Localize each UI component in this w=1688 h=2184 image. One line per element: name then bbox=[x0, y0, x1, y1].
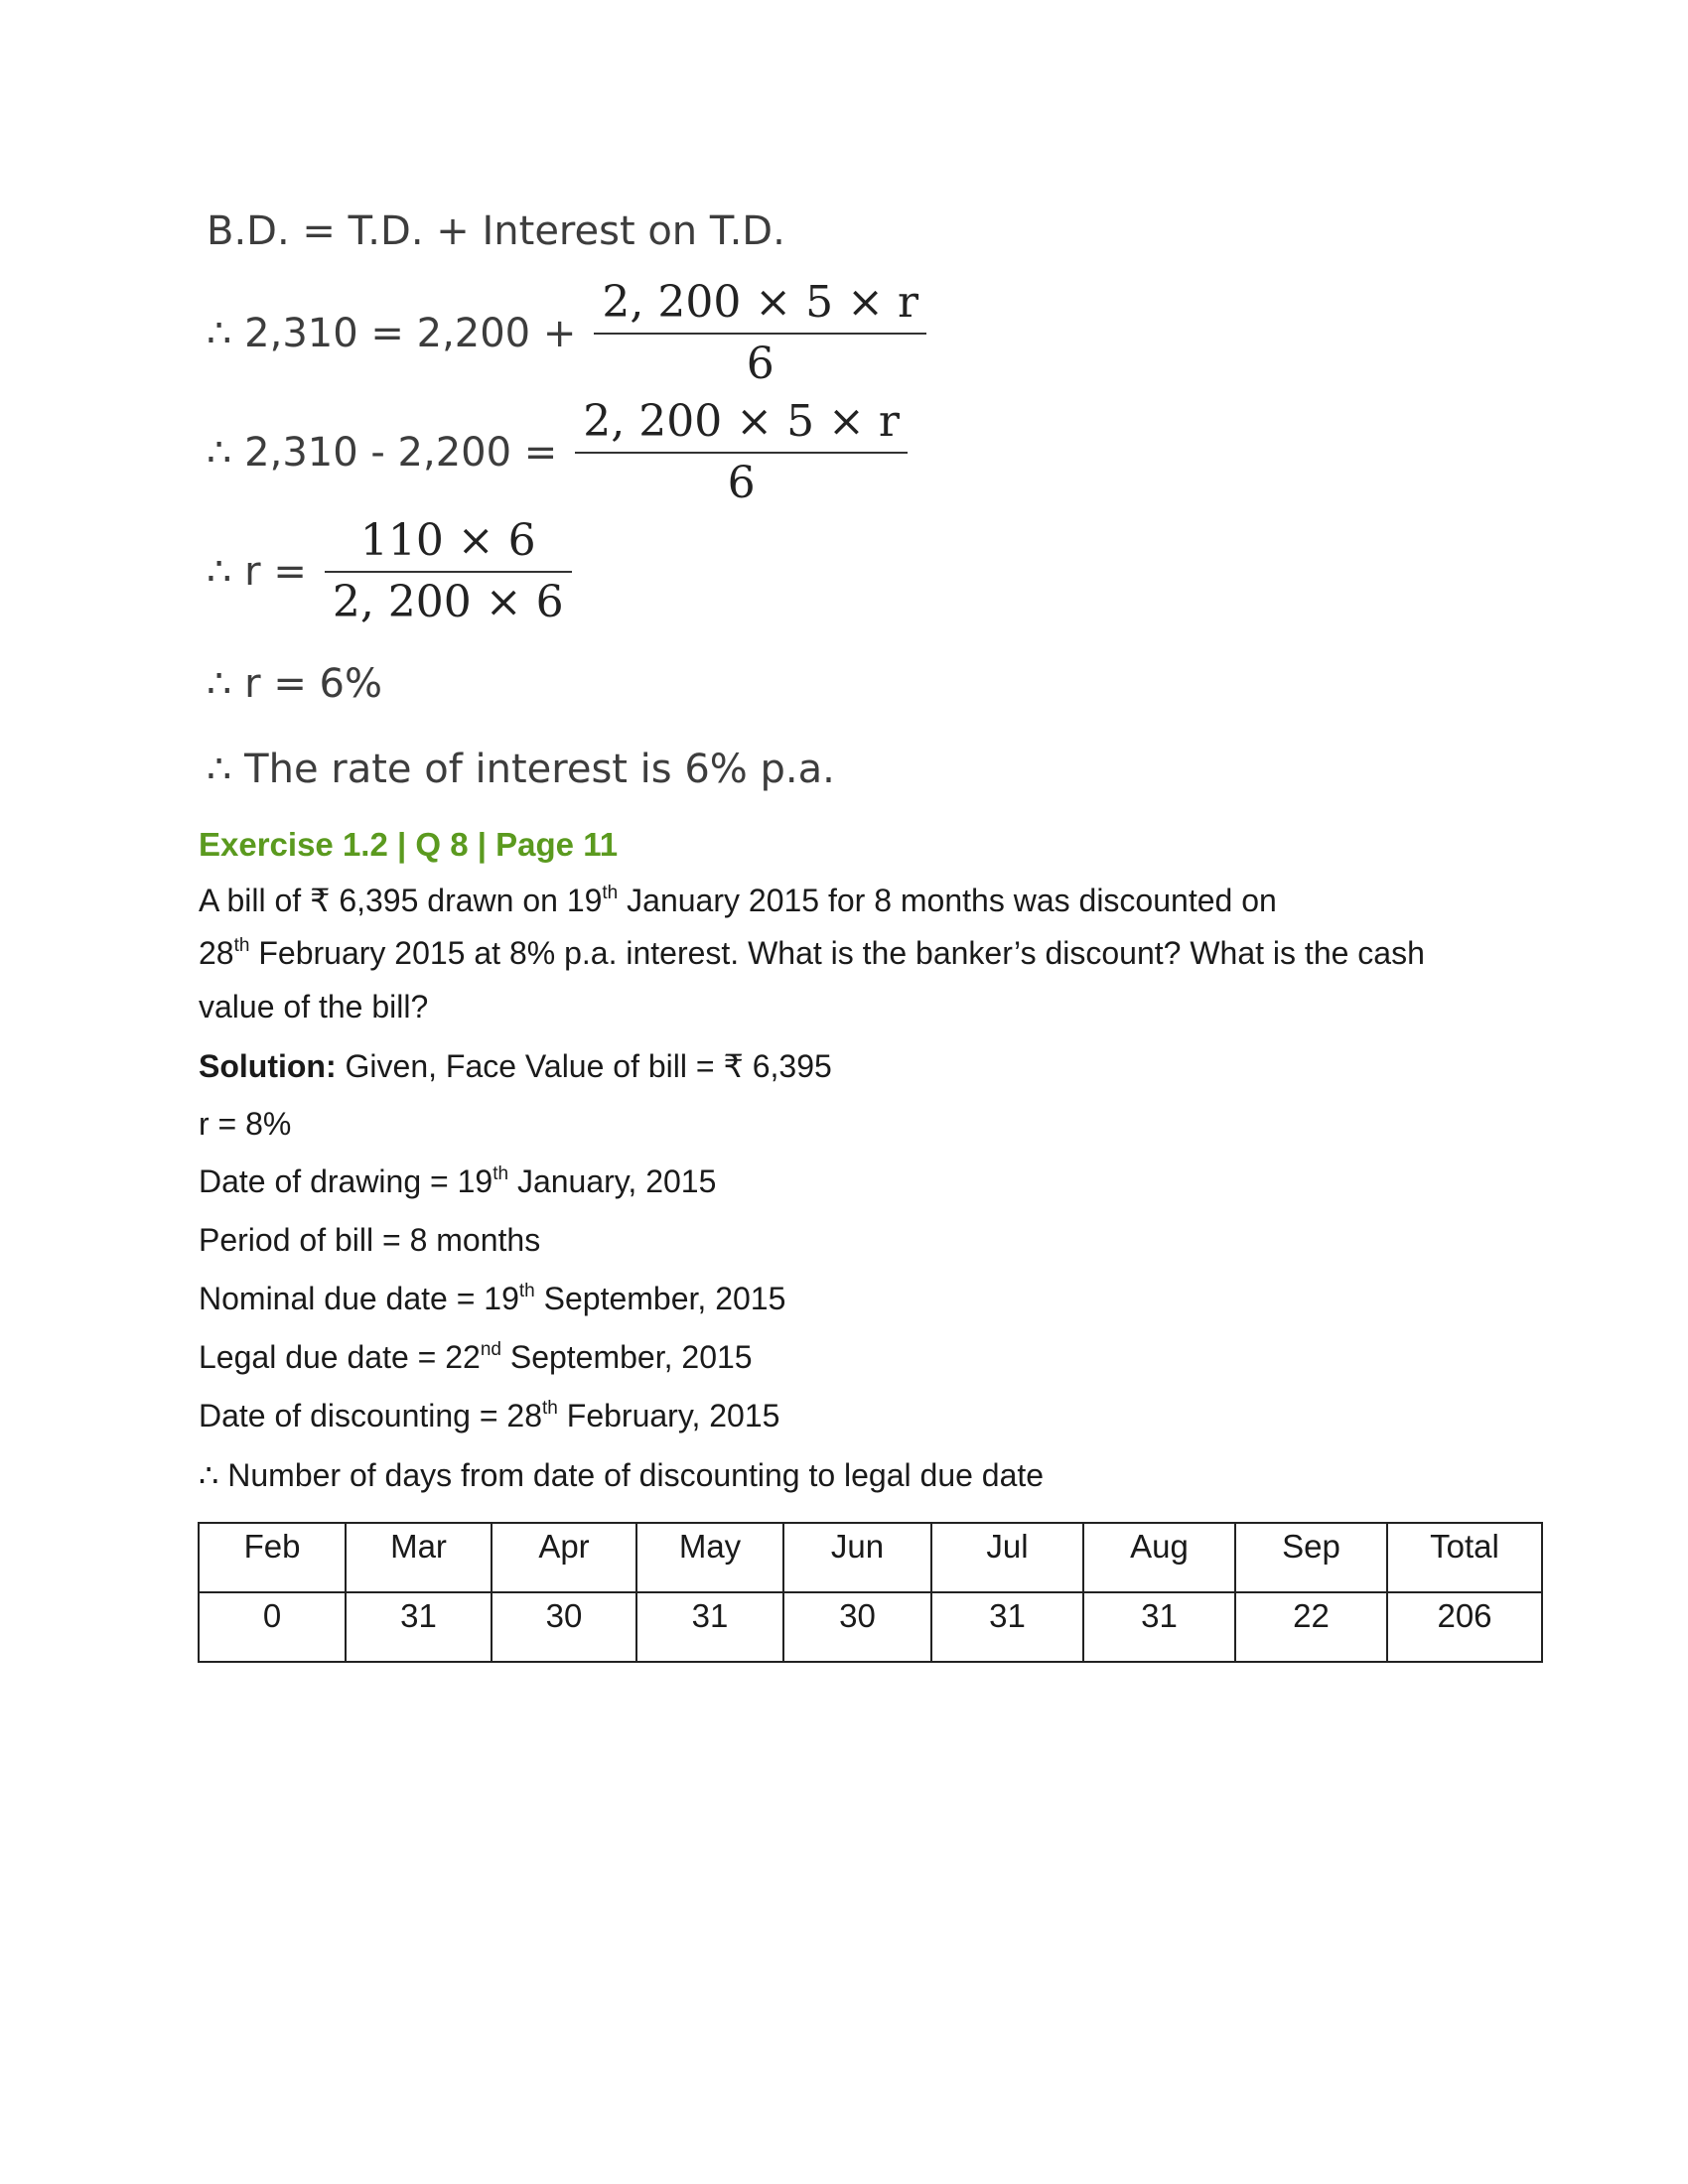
days-table bbox=[198, 1522, 1543, 1663]
fraction-denominator: 6 bbox=[746, 339, 774, 389]
equation-lhs: ∴ 2,310 - 2,200 = bbox=[207, 430, 558, 476]
fraction-numerator: 110 × 6 bbox=[359, 515, 536, 566]
fraction-denominator: 2, 200 × 6 bbox=[332, 577, 564, 627]
table-cell: 0 bbox=[199, 1592, 346, 1662]
equation-step-1 bbox=[207, 273, 926, 394]
table-header-cell: May bbox=[636, 1523, 783, 1592]
table-header-cell: Sep bbox=[1235, 1523, 1387, 1592]
rate-conclusion: ∴ The rate of interest is 6% p.a. bbox=[207, 747, 835, 792]
solution-date-of-discounting: Date of discounting = 28th February, 2015 bbox=[199, 1398, 780, 1433]
exercise-heading: Exercise 1.2 | Q 8 | Page 11 bbox=[199, 826, 619, 863]
equation-step-2 bbox=[207, 392, 908, 513]
table-cell: 30 bbox=[783, 1592, 931, 1662]
equation-bd-formula: B.D. = T.D. + Interest on T.D. bbox=[207, 208, 785, 254]
fraction-numerator: 2, 200 × 5 × r bbox=[602, 277, 919, 328]
equation-lhs: ∴ r = bbox=[207, 549, 307, 595]
equation-step-3 bbox=[207, 511, 572, 632]
table-cell: 31 bbox=[636, 1592, 783, 1662]
solution-days-intro: ∴ Number of days from date of discounting to legal due date bbox=[199, 1457, 1045, 1493]
solution-label: Solution: bbox=[199, 1048, 337, 1084]
table-header-cell: Jul bbox=[931, 1523, 1083, 1592]
solution-nominal-due-date: Nominal due date = 19th September, 2015 bbox=[199, 1281, 786, 1316]
equation-lhs: ∴ 2,310 = 2,200 + bbox=[207, 311, 577, 356]
solution-date-of-drawing: Date of drawing = 19th January, 2015 bbox=[199, 1163, 717, 1199]
solution-rate: r = 8% bbox=[199, 1106, 292, 1142]
fraction bbox=[575, 392, 908, 513]
fraction-numerator: 2, 200 × 5 × r bbox=[583, 396, 900, 447]
table-header-cell: Mar bbox=[346, 1523, 492, 1592]
solution-legal-due-date: Legal due date = 22nd September, 2015 bbox=[199, 1339, 753, 1375]
table-header-cell: Apr bbox=[492, 1523, 636, 1592]
table-row bbox=[199, 1592, 1542, 1662]
table-cell: 30 bbox=[492, 1592, 636, 1662]
solution-period: Period of bill = 8 months bbox=[199, 1222, 541, 1258]
question-line-3: value of the bill? bbox=[199, 989, 429, 1024]
table-cell: 31 bbox=[931, 1592, 1083, 1662]
table-cell: 22 bbox=[1235, 1592, 1387, 1662]
solution-given: Solution: Given, Face Value of bill = ₹ 6,395 bbox=[199, 1048, 832, 1084]
equation-result: ∴ r = 6% bbox=[207, 661, 383, 707]
fraction bbox=[325, 511, 572, 632]
table-header-cell: Total bbox=[1387, 1523, 1542, 1592]
table-cell: 31 bbox=[346, 1592, 492, 1662]
table-cell: 206 bbox=[1387, 1592, 1542, 1662]
fraction bbox=[594, 273, 926, 394]
question-line-2: 28th February 2015 at 8% p.a. interest. What is the banker’s discount? What is the cash bbox=[199, 935, 1425, 971]
table-cell: 31 bbox=[1083, 1592, 1235, 1662]
fraction-denominator: 6 bbox=[727, 458, 756, 508]
table-header-cell: Jun bbox=[783, 1523, 931, 1592]
table-header-cell: Aug bbox=[1083, 1523, 1235, 1592]
question-line-1: A bill of ₹ 6,395 drawn on 19th January 2015 for 8 months was discounted on bbox=[199, 883, 1277, 918]
table-header-row bbox=[199, 1523, 1542, 1592]
table-header-cell: Feb bbox=[199, 1523, 346, 1592]
